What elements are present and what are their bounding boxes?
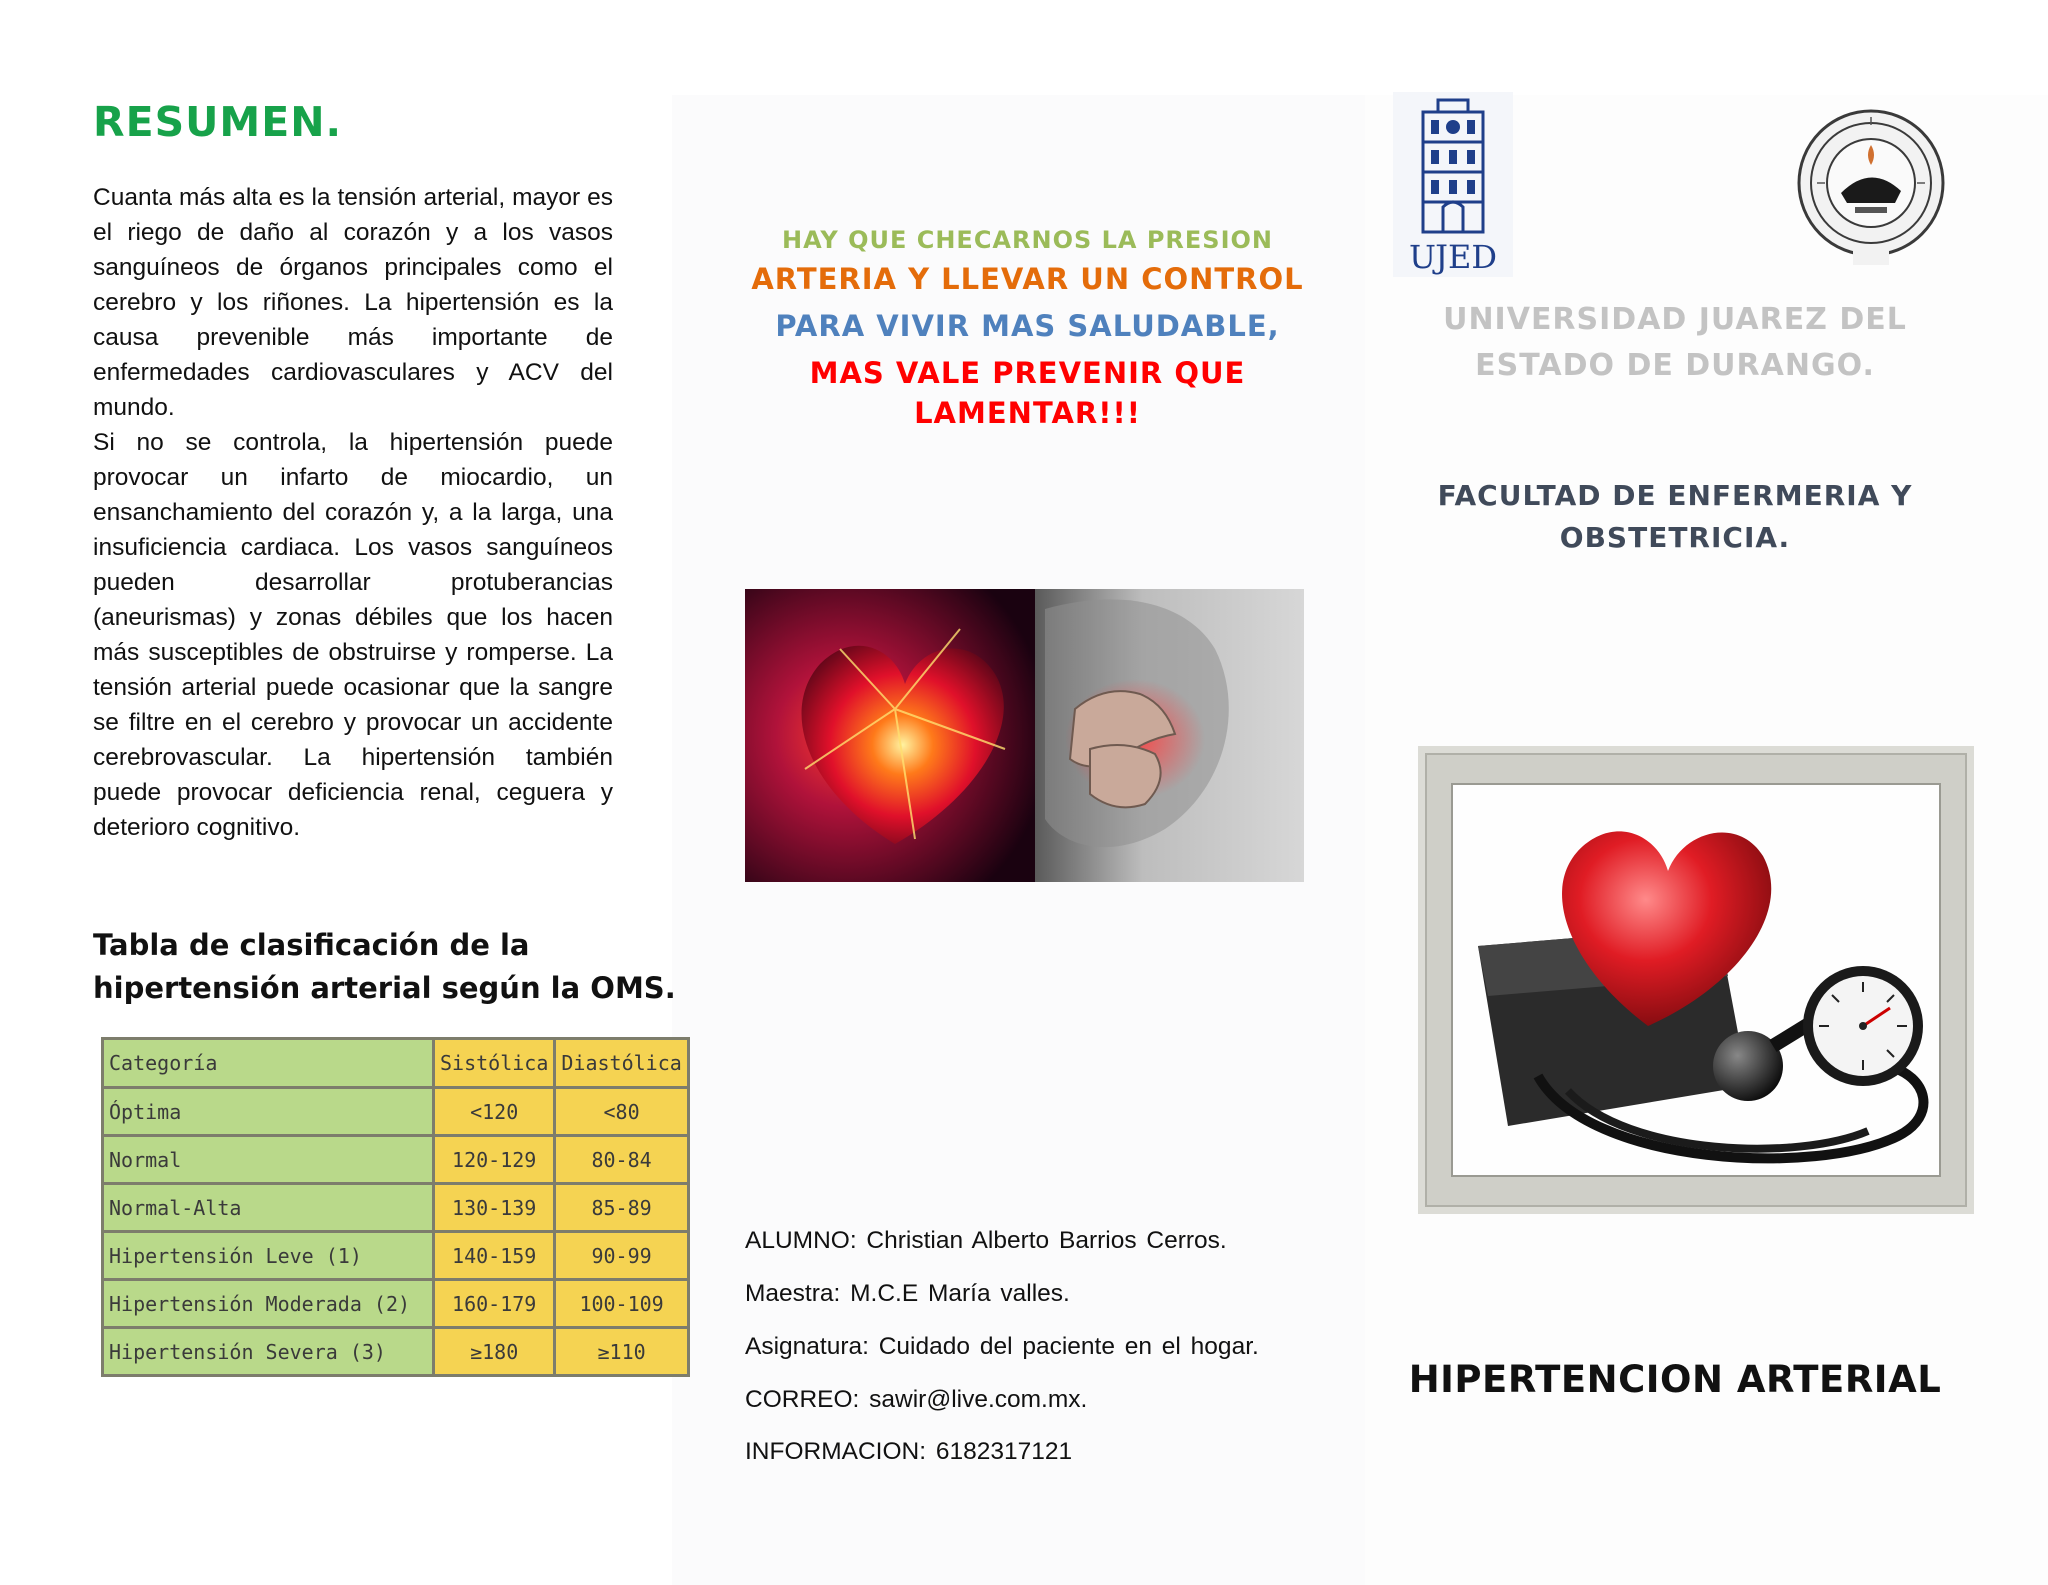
heart-attack-image bbox=[745, 589, 1304, 882]
table-row bbox=[103, 1232, 689, 1280]
table-cell: Hipertensión Leve (1) bbox=[103, 1232, 434, 1280]
table-cell: 85-89 bbox=[555, 1184, 688, 1232]
table-heading bbox=[93, 924, 693, 1010]
info-maestra: Maestra: M.C.E María valles. bbox=[745, 1280, 1070, 1307]
resumen-body bbox=[93, 180, 613, 845]
table-cell: 120-129 bbox=[434, 1136, 555, 1184]
info-informacion: INFORMACION: 6182317121 bbox=[745, 1438, 1073, 1465]
table-row bbox=[103, 1328, 689, 1376]
ujed-logo-text: UJED bbox=[1409, 238, 1497, 276]
slogan-line-3: PARA VIVIR MAS SALUDABLE, bbox=[775, 309, 1280, 343]
info-alumno: ALUMNO: Christian Alberto Barrios Cerros. bbox=[745, 1227, 1227, 1254]
resumen-paragraph-2: Si no se controla, la hipertensión puede provocar un infarto de miocardio, un ensanchamiento del corazón y, a la larga, una insuficiencia cardiaca. Los vasos sanguíneos pueden desarrollar protuberancias (aneurismas) y zonas débiles que los hacen más susceptibles de obstruirse y romperse. La tensión arterial puede ocasionar que la sangre se filtre en el cerebro y provocar un accidente cerebrovascular. La hipertensión también puede provocar deficiencia renal, ceguera y deterioro cognitivo. bbox=[93, 429, 613, 841]
resumen-title: RESUMEN. bbox=[93, 98, 343, 146]
table-cell: Normal-Alta bbox=[103, 1184, 434, 1232]
table-cell: 140-159 bbox=[434, 1232, 555, 1280]
table-cell: Hipertensión Severa (3) bbox=[103, 1328, 434, 1376]
table-heading-line-1: Tabla de clasificación de la bbox=[93, 928, 530, 962]
university-name-line-2: ESTADO DE DURANGO. bbox=[1475, 348, 1875, 383]
slogan-line-5: LAMENTAR!!! bbox=[914, 396, 1141, 430]
table-cell: ≥180 bbox=[434, 1328, 555, 1376]
faculty-name-line-2: OBSTETRICIA. bbox=[1559, 521, 1791, 554]
table-cell: Hipertensión Moderada (2) bbox=[103, 1280, 434, 1328]
table-heading-line-2: hipertensión arterial según la OMS. bbox=[93, 971, 676, 1005]
table-cell: 130-139 bbox=[434, 1184, 555, 1232]
table-cell: ≥110 bbox=[555, 1328, 688, 1376]
table-cell: 90-99 bbox=[555, 1232, 688, 1280]
oms-classification-table bbox=[101, 1037, 690, 1377]
table-row bbox=[103, 1088, 689, 1136]
university-name-line-1: UNIVERSIDAD JUAREZ DEL bbox=[1443, 302, 1907, 337]
table-cell: Óptima bbox=[103, 1088, 434, 1136]
table-cell: <80 bbox=[555, 1088, 688, 1136]
table-cell: <120 bbox=[434, 1088, 555, 1136]
faculty-seal-logo bbox=[1795, 103, 1947, 273]
table-row bbox=[103, 1184, 689, 1232]
table-cell: Normal bbox=[103, 1136, 434, 1184]
table-cell: 80-84 bbox=[555, 1136, 688, 1184]
info-asignatura: Asignatura: Cuidado del paciente en el hogar. bbox=[745, 1333, 1259, 1360]
table-row bbox=[103, 1280, 689, 1328]
blood-pressure-heart-image bbox=[1418, 746, 1974, 1214]
table-cell: 160-179 bbox=[434, 1280, 555, 1328]
info-correo: CORREO: sawir@live.com.mx. bbox=[745, 1386, 1088, 1413]
table-row bbox=[103, 1136, 689, 1184]
ujed-logo bbox=[1393, 92, 1513, 277]
slogan-line-2: ARTERIA Y LLEVAR UN CONTROL bbox=[751, 262, 1304, 296]
table-header-row bbox=[103, 1039, 689, 1088]
table-cell: 100-109 bbox=[555, 1280, 688, 1328]
table-header-cell: Diastólica bbox=[555, 1039, 688, 1088]
main-title: HIPERTENCION ARTERIAL bbox=[1408, 1358, 1942, 1401]
slogan-line-4: MAS VALE PREVENIR QUE bbox=[809, 356, 1246, 390]
slogan-line-1: HAY QUE CHECARNOS LA PRESION bbox=[781, 226, 1274, 254]
faculty-name-line-1: FACULTAD DE ENFERMERIA Y bbox=[1437, 479, 1913, 512]
table-header-cell: Sistólica bbox=[434, 1039, 555, 1088]
table-header-cell: Categoría bbox=[103, 1039, 434, 1088]
resumen-paragraph-1: Cuanta más alta es la tensión arterial, mayor es el riego de daño al corazón y a los vasos sanguíneos de órganos principales como el cerebro y los riñones. La hipertensión es la causa prevenible más importante de enfermedades cardiovasculares y ACV del mundo. bbox=[93, 184, 613, 421]
